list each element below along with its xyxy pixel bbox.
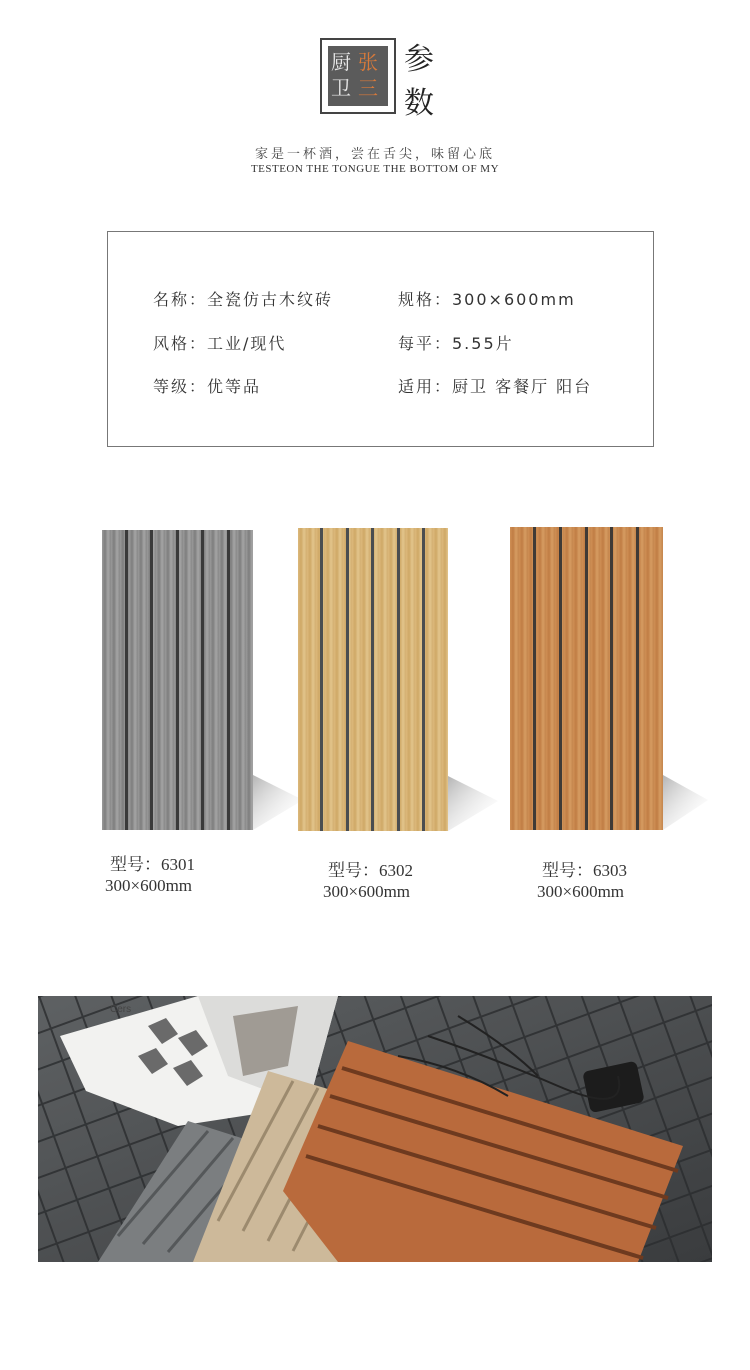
tile-groove (636, 527, 639, 830)
tile-6302-image (298, 528, 448, 831)
spec-name: 名称：全瓷仿古木纹砖 (153, 290, 334, 309)
tile-groove (320, 528, 323, 831)
logo-char: 卫 (331, 76, 351, 100)
tile-6303-image (510, 527, 663, 830)
tile-6303-size: 300×600mm (537, 882, 625, 901)
tile-6303-model: 型号：6303 (542, 861, 627, 880)
tile-groove (125, 530, 128, 830)
tile-groove (585, 527, 588, 830)
tile-groove (533, 527, 536, 830)
spec-size: 规格：300×600mm (398, 290, 576, 309)
tile-groove (201, 530, 204, 830)
magazine-title: Cers (110, 1004, 132, 1015)
logo-mark (328, 46, 388, 106)
title-char-1: 参 (404, 42, 434, 77)
tile-groove (397, 528, 400, 831)
tile-groove (371, 528, 374, 831)
spec-usage: 适用：厨卫 客餐厅 阳台 (398, 377, 593, 396)
tile-shadow (448, 776, 508, 836)
lifestyle-photo (38, 996, 712, 1262)
tile-6302-size: 300×600mm (323, 882, 411, 901)
spec-grade: 等级：优等品 (153, 377, 262, 396)
tile-groove (422, 528, 425, 831)
tile-6301-model: 型号：6301 (110, 855, 195, 874)
brand-logo (320, 38, 396, 114)
tile-groove (150, 530, 153, 830)
tile-groove (176, 530, 179, 830)
logo-char: 三 (358, 76, 378, 100)
slogan-chinese: 家是一杯酒，尝在舌尖，味留心底 (254, 147, 495, 162)
logo-char: 厨 (331, 50, 351, 74)
scene-illustration (38, 996, 712, 1262)
tile-groove (610, 527, 613, 830)
tile-shadow (663, 775, 723, 835)
spec-per-sqm: 每平：5.55片 (398, 334, 514, 353)
tile-groove (227, 530, 230, 830)
spec-style: 风格：工业/现代 (153, 334, 287, 353)
tile-groove (346, 528, 349, 831)
logo-char: 张 (358, 50, 378, 74)
slogan-english: TESTEON THE TONGUE THE BOTTOM OF MY (250, 163, 500, 175)
tile-6302-model: 型号：6302 (328, 861, 413, 880)
tile-6301-image (102, 530, 253, 830)
title-char-2: 数 (404, 86, 434, 121)
tile-6301-size: 300×600mm (105, 876, 193, 895)
tile-groove (559, 527, 562, 830)
